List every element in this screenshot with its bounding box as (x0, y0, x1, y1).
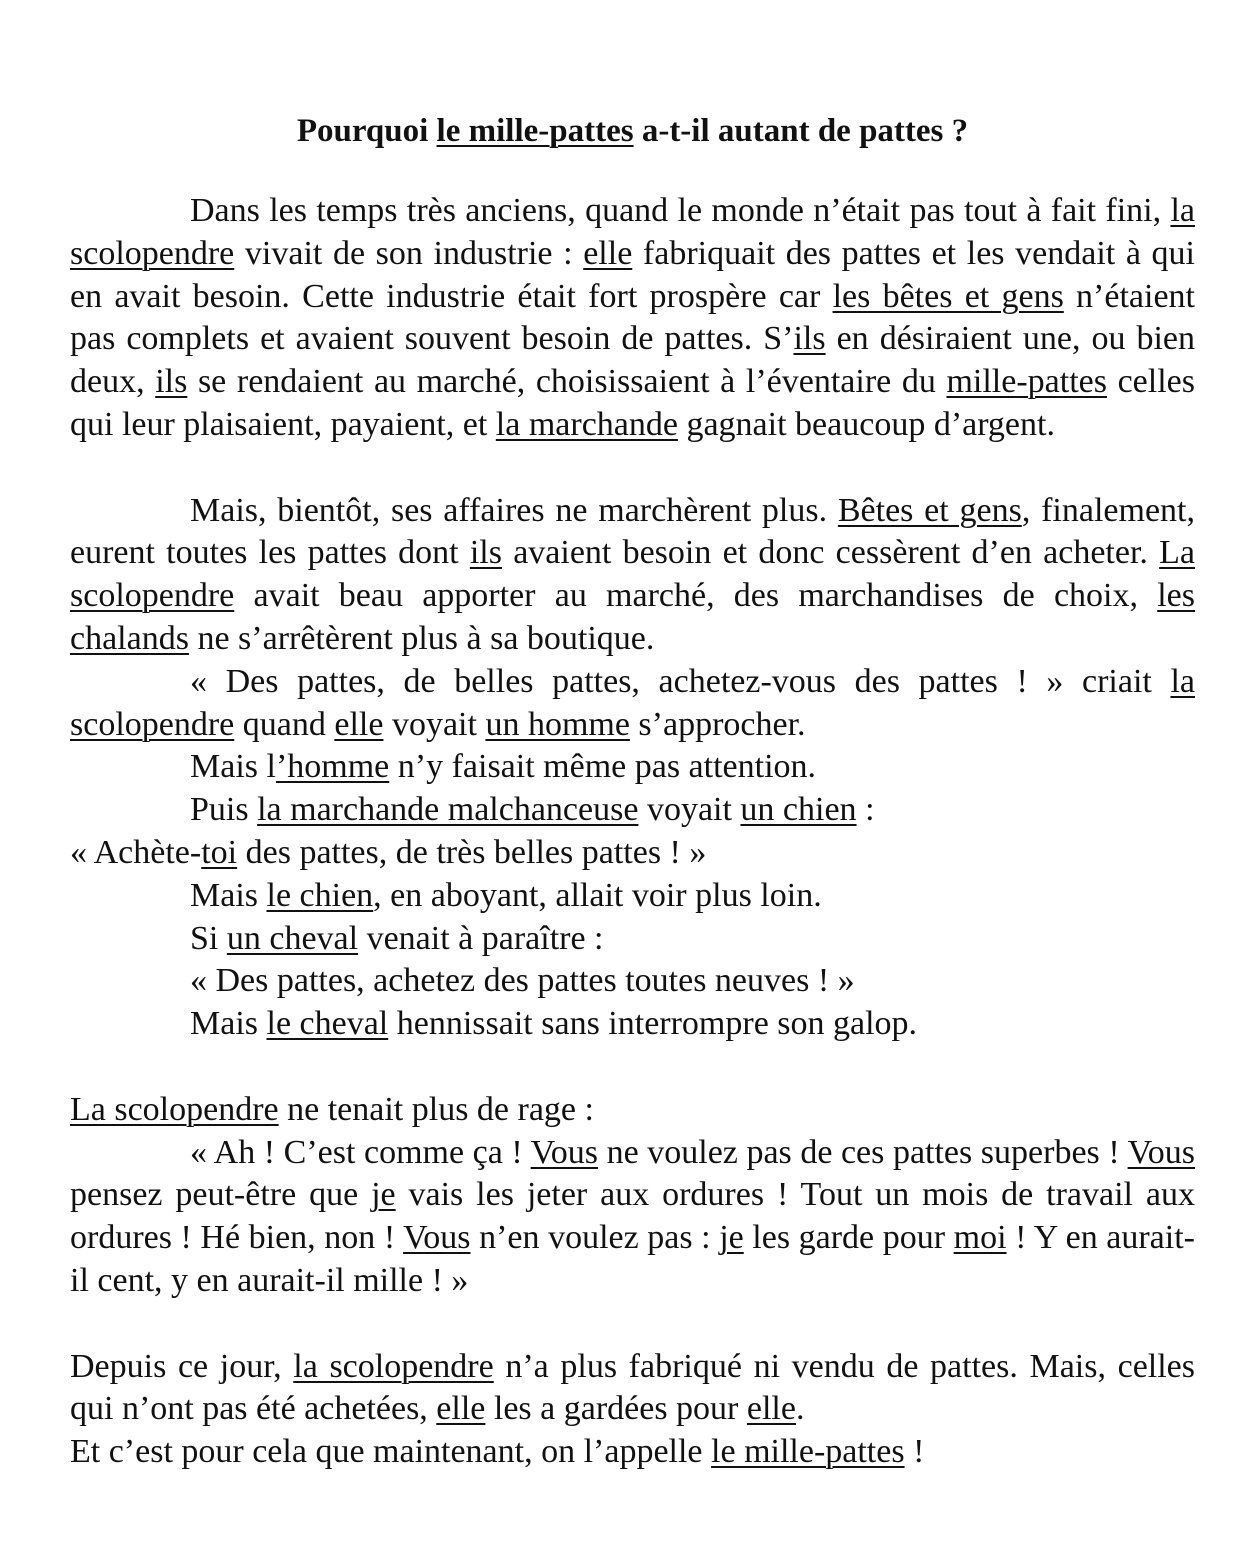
spacer (70, 1303, 1195, 1346)
line-8: Si un cheval venait à paraître : (190, 919, 604, 957)
line-7: Mais le chien, en aboyant, allait voir plus loin. (190, 876, 822, 914)
line-5: Puis la marchande malchanceuse voyait un chien : (190, 791, 875, 829)
paragraph-5: Depuis ce jour, la scolopendre n’a plus fabriqué ni vendu de pattes. Mais, celles qui n’ont pas été achetées, elle les a gardées pour elle. (70, 1347, 1195, 1428)
document-page (70, 95, 1195, 1474)
paragraph-2: Mais, bientôt, ses affaires ne marchèrent plus. Bêtes et gens, finalement, eurent toutes les pattes dont ils avaient besoin et donc cessèrent d’en acheter. La scolopendre avait beau apporter au marché, des marchandises de choix, les chalands ne s’arrêtèrent plus à sa boutique. (70, 491, 1195, 657)
line-11: La scolopendre ne tenait plus de rage : (70, 1090, 594, 1128)
line-10: Mais le cheval hennissait sans interrompre son galop. (190, 1005, 918, 1043)
paragraph-4: « Ah ! C’est comme ça ! Vous ne voulez pas de ces pattes superbes ! Vous pensez peut-être que je vais les jeter aux ordures ! Tout un mois de travail aux ordures ! Hé bien, non ! Vous n’en voulez pas : je les garde pour moi ! Y en aurait-il cent, y en aurait-il mille ! » (70, 1133, 1195, 1299)
paragraph-3: « Des pattes, de belles pattes, achetez-vous des pattes ! » criait la scolopendre quand elle voyait un homme s’approcher. (70, 662, 1195, 743)
page-title: Pourquoi le mille-pattes a-t-il autant de pattes ? (296, 113, 969, 149)
spacer (70, 447, 1195, 490)
line-12: Et c’est pour cela que maintenant, on l’appelle le mille-pattes ! (70, 1433, 925, 1471)
line-9: « Des pattes, achetez des pattes toutes neuves ! » (190, 962, 855, 1000)
line-6: « Achète-toi des pattes, de très belles pattes ! » (70, 833, 707, 871)
line-4: Mais l’homme n’y faisait même pas attention. (190, 748, 817, 786)
paragraph-1: Dans les temps très anciens, quand le monde n’était pas tout à fait fini, la scolopendre vivait de son industrie : elle fabriquait des pattes et les vendait à qui en avait besoin. Cette industrie était fort prospère car les bêtes et gens n’étaient pas complets et avaient souvent besoin de pattes. S’ils en désiraient une, ou bien deux, ils se rendaient au marché, choisissaient à l’éventaire du mille-pattes celles qui leur plaisaient, payaient, et la marchande gagnait beaucoup d’argent. (70, 192, 1195, 443)
spacer (70, 1046, 1195, 1089)
